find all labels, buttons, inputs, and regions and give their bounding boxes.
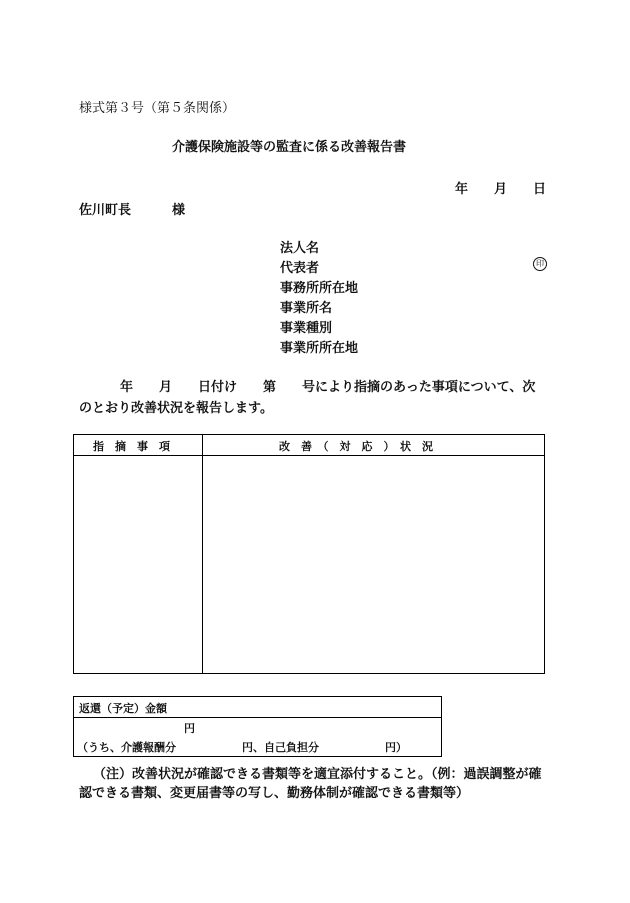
note-line2: 認できる書類、変更届書等の写し、勤務体制が確認できる書類等） (79, 786, 470, 801)
improvement-table (73, 434, 545, 674)
note-line1: （注）改善状況が確認できる書類等を適宜添付すること。（例：過誤調整が確 (93, 767, 542, 782)
refund-divider (74, 717, 441, 718)
date-day: 日 (533, 182, 547, 197)
form-number: 様式第３号（第５条関係） (79, 101, 236, 116)
date-month: 月 (494, 182, 508, 197)
header-improvement-status: 改 善 （ 対 応 ） 状 況 (279, 440, 433, 453)
refund-amount-unit: 円 (184, 722, 195, 735)
header-findings: 指 摘 事 項 (93, 440, 170, 453)
addressee-honorific: 様 (172, 203, 186, 218)
field-business-name: 事業所名 (280, 301, 333, 316)
body-text-line2: のとおり改善状況を報告します。 (79, 401, 273, 416)
document-title: 介護保険施設等の監査に係る改善報告書 (172, 140, 407, 155)
body-text-line1: 年 月 日付け 第 号により指摘のあった事項について、次 (120, 380, 536, 395)
field-business-type: 事業種別 (280, 321, 333, 336)
field-office-address: 事務所所在地 (280, 281, 359, 296)
refund-breakdown: （うち、介護報酬分 円、自己負担分 円） (77, 741, 407, 754)
refund-box (73, 696, 442, 757)
seal-icon: 印 (533, 257, 547, 271)
table-divider-vertical (202, 435, 203, 673)
field-representative: 代表者 (280, 261, 320, 276)
addressee-name: 佐川町長 (79, 203, 132, 218)
date-year: 年 (455, 182, 469, 197)
field-business-address: 事業所所在地 (280, 341, 359, 356)
field-corporation-name: 法人名 (280, 241, 320, 256)
table-divider-horizontal (74, 455, 544, 456)
refund-label: 返還（予定）金額 (79, 702, 167, 715)
